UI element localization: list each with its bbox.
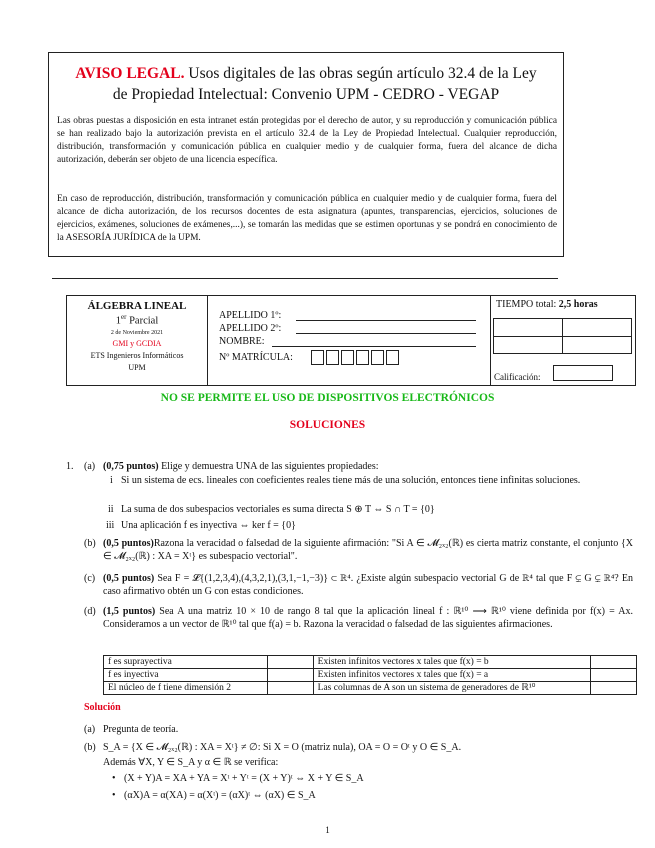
table-row xyxy=(104,669,637,682)
q1a-iii-label: iii xyxy=(106,520,115,531)
question-number: 1. xyxy=(66,461,74,472)
matricula-box[interactable] xyxy=(341,350,354,365)
apellido2-label: APELLIDO 2º: xyxy=(219,323,282,334)
exam-header xyxy=(66,295,636,386)
sol-a-text: Pregunta de teoría. xyxy=(103,724,179,735)
matricula-label: Nº MATRÍCULA: xyxy=(219,352,293,363)
table-cell: El núcleo de f tiene dimensión 2 xyxy=(104,682,268,695)
table-row xyxy=(104,656,637,669)
table-cell: f es suprayectiva xyxy=(104,656,268,669)
degrees: GMI y GCDIA xyxy=(112,338,162,348)
legal-notice-box xyxy=(48,52,564,257)
exam-date: 2 de Noviembre 2021 xyxy=(110,329,164,336)
legal-title-line2: de Propiedad Intelectual: Convenio UPM - CEDRO - VEGAP xyxy=(112,86,500,103)
no-devices-notice: NO SE PERMITE EL USO DE DISPOSITIVOS ELECTRÓNICOS xyxy=(160,392,495,404)
legal-paragraph-2: En caso de reproducción, distribución, transformación y comunicación pública en cualquier medio y de cualquier forma, fuera del alcance de dicha autorización, de los recursos docentes de esta asignatura (apuntes, transparencias, ejercicios, soluciones de ejercicios, exámenes, soluciones de exámenes,...), se tomarán las medidas que se estimen oportunas y se pondrá en conocimiento de la ASESORÍA JURÍDICA de la UPM. xyxy=(57,194,557,244)
answer-cell[interactable] xyxy=(591,682,637,695)
grade-label: Calificación: xyxy=(494,372,541,382)
q1d-text: (1,5 puntos) Sea A una matriz 10 × 10 de rango 8 tal que la aplicación lineal f : ℝ¹⁰ ⟶ ℝ¹⁰ viene definida por f(x) = Ax. Consideramos a un vector de ℝ¹⁰ tal que f(a) = b. Razona la veracidad o falsedad de las siguientes afirmaciones. xyxy=(103,606,633,630)
table-cell: Las columnas de A son un sistema de generadores de ℝ¹⁰ xyxy=(313,682,590,695)
sol-bullet-2: (αX)A = α(XA) = α(Xᵗ) = (αX)ᵗ ⇔ (αX) ∈ S_A xyxy=(124,790,316,801)
answer-cell[interactable] xyxy=(267,669,313,682)
matricula-box[interactable] xyxy=(356,350,369,365)
q1b-label: (b) xyxy=(84,538,96,549)
grade-box[interactable] xyxy=(553,365,613,381)
sol-b-line2: Además ∀X, Y ∈ S_A y α ∈ ℝ se verifica: xyxy=(103,757,279,768)
sol-a-label: (a) xyxy=(84,724,96,735)
q1a-iii-text: Una aplicación f es inyectiva ⇔ ker f = {0} xyxy=(121,520,296,531)
sol-bullet-1: (X + Y)A = XA + YA = Xᵗ + Yᵗ = (X + Y)ᵗ ⇔ X + Y ∈ S_A xyxy=(124,773,364,784)
matricula-box[interactable] xyxy=(386,350,399,365)
q1a-ii-label: ii xyxy=(108,504,114,515)
properties-table xyxy=(103,655,637,695)
partial-label: 1er Parcial xyxy=(115,313,159,327)
nombre-field[interactable] xyxy=(272,346,476,347)
table-cell: Existen infinitos vectores x tales que f(x) = a xyxy=(313,669,590,682)
table-cell: f es inyectiva xyxy=(104,669,268,682)
university: UPM xyxy=(128,362,146,372)
solutions-title: SOLUCIONES xyxy=(289,419,366,431)
q1d-label: (d) xyxy=(84,606,96,617)
school: ETS Ingenieros Informáticos xyxy=(90,350,184,360)
q1a-label: (a) xyxy=(84,461,96,472)
bullet-icon: • xyxy=(112,773,116,784)
sol-b-label: (b) xyxy=(84,742,96,753)
legal-paragraph-1: Las obras puestas a disposición en esta intranet están protegidas por el derecho de autor, y su reproducción y comunicación pública se han realizado bajo la autorización prevista en el artículo 32.4 de la Ley de Propiedad Intelectual. Cualquier reproducción, distribución, transformación y comunicación pública en cualquier medio y de cualquier forma, fuera del alcance de dicha autorización, deberán ser objeto de una licencia específica. xyxy=(57,116,557,166)
table-row xyxy=(104,682,637,695)
matricula-box[interactable] xyxy=(311,350,324,365)
q1c-text: (0,5 puntos) Sea F = 𝓛{(1,2,3,4),(4,3,2,1),(3,1,−1,−3)} ⊂ ℝ⁴. ¿Existe algún subespacio vectorial G de ℝ⁴ tal que F ⊊ G ⊊ ℝ⁴? En caso afirmativo obtén un G con estas condiciones. xyxy=(103,573,633,597)
apellido1-field[interactable] xyxy=(296,320,476,321)
answer-cell[interactable] xyxy=(267,682,313,695)
answer-cell[interactable] xyxy=(591,669,637,682)
table-cell: Existen infinitos vectores x tales que f(x) = b xyxy=(313,656,590,669)
bullet-icon: • xyxy=(112,790,116,801)
matricula-box[interactable] xyxy=(371,350,384,365)
q1c-label: (c) xyxy=(84,573,96,584)
page-number: 1 xyxy=(325,825,330,835)
answer-cell[interactable] xyxy=(591,656,637,669)
q1b-text: (0,5 puntos)Razona la veracidad o falsedad de la siguiente afirmación: "Si A ∈ 𝓜₂ₓ₂(ℝ) es cierta matriz constante, el conjunto {X ∈ 𝓜₂ₓ₂(ℝ) : XA = Xᵗ} es subespacio vectorial". xyxy=(103,538,633,562)
q1a-ii-text: La suma de dos subespacios vectoriales es suma directa S ⊕ T ⇔ S ∩ T = {0} xyxy=(121,504,435,515)
matricula-box[interactable] xyxy=(326,350,339,365)
legal-notice-label: AVISO LEGAL. xyxy=(75,65,185,82)
q1a-i-label: i xyxy=(110,475,113,486)
apellido1-label: APELLIDO 1º: xyxy=(219,310,282,321)
time-label: TIEMPO total: 2,5 horas xyxy=(496,299,598,310)
course-info xyxy=(67,296,208,385)
answer-cell[interactable] xyxy=(267,656,313,669)
solution-heading: Solución xyxy=(84,702,121,713)
apellido2-field[interactable] xyxy=(296,333,476,334)
student-fields xyxy=(208,296,491,385)
q1a-text: (0,75 puntos) Elige y demuestra UNA de las siguientes propiedades: xyxy=(103,461,379,472)
legal-title-line1: Usos digitales de las obras según artículo 32.4 de la Ley xyxy=(184,65,537,82)
course-title: ÁLGEBRA LINEAL xyxy=(87,300,187,312)
separator-line xyxy=(52,278,558,279)
grading-area xyxy=(491,296,635,385)
legal-notice-title xyxy=(49,63,563,105)
q1a-i-text: Si un sistema de ecs. lineales con coeficientes reales tiene más de una solución, entonces tiene infinitas soluciones. xyxy=(121,475,581,486)
nombre-label: NOMBRE: xyxy=(219,336,265,347)
grades-table xyxy=(493,318,632,354)
sol-b-line1: S_A = {X ∈ 𝓜₂ₓ₂(ℝ) : XA = Xᵗ} ≠ ∅: Si X = O (matriz nula), OA = O = Oᵗ y O ∈ S_A. xyxy=(103,742,462,753)
